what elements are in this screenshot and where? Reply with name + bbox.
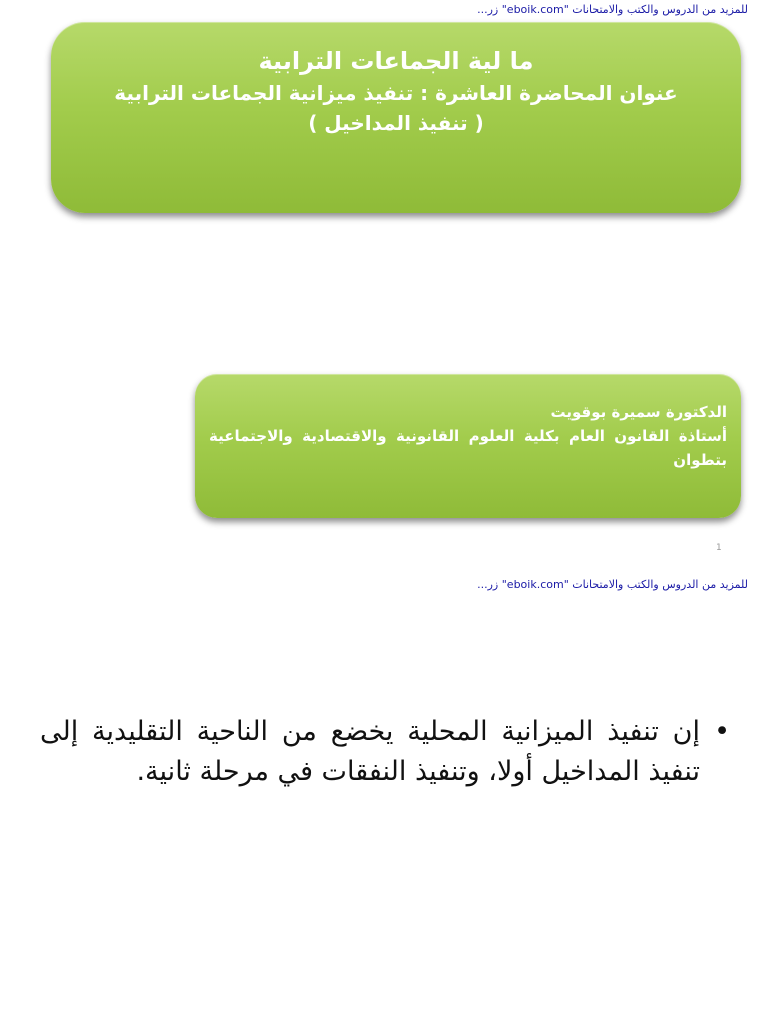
bullet-paragraph [40, 712, 730, 792]
page-number: 1 [716, 543, 722, 553]
lecture-title: عنوان المحاضرة العاشرة : تنفيذ ميزانية الجماعات الترابية [114, 81, 678, 105]
author-name: الدكتورة سميرة بوقويت [550, 403, 727, 421]
promo-link-top[interactable]: للمزيد من الدروس والكتب والامتحانات "eboik.com" زر... [477, 3, 748, 16]
title-box [51, 22, 741, 213]
author-affiliation: أستاذة القانون العام بكلية العلوم القانونية والاقتصادية والاجتماعية بتطوان [209, 427, 727, 469]
author-box [195, 374, 741, 518]
lecture-subtitle: ( تنفيذ المداخيل ) [308, 111, 484, 135]
course-title: ما لية الجماعات الترابية [258, 47, 534, 75]
promo-link-bottom[interactable]: للمزيد من الدروس والكتب والامتحانات "eboik.com" زر... [477, 578, 748, 591]
bullet-dot-icon: • [714, 716, 730, 747]
bullet-text: إن تنفيذ الميزانية المحلية يخضع من الناحية التقليدية إلى تنفيذ المداخيل أولا، وتنفيذ النفقات في مرحلة ثانية. [40, 716, 700, 787]
